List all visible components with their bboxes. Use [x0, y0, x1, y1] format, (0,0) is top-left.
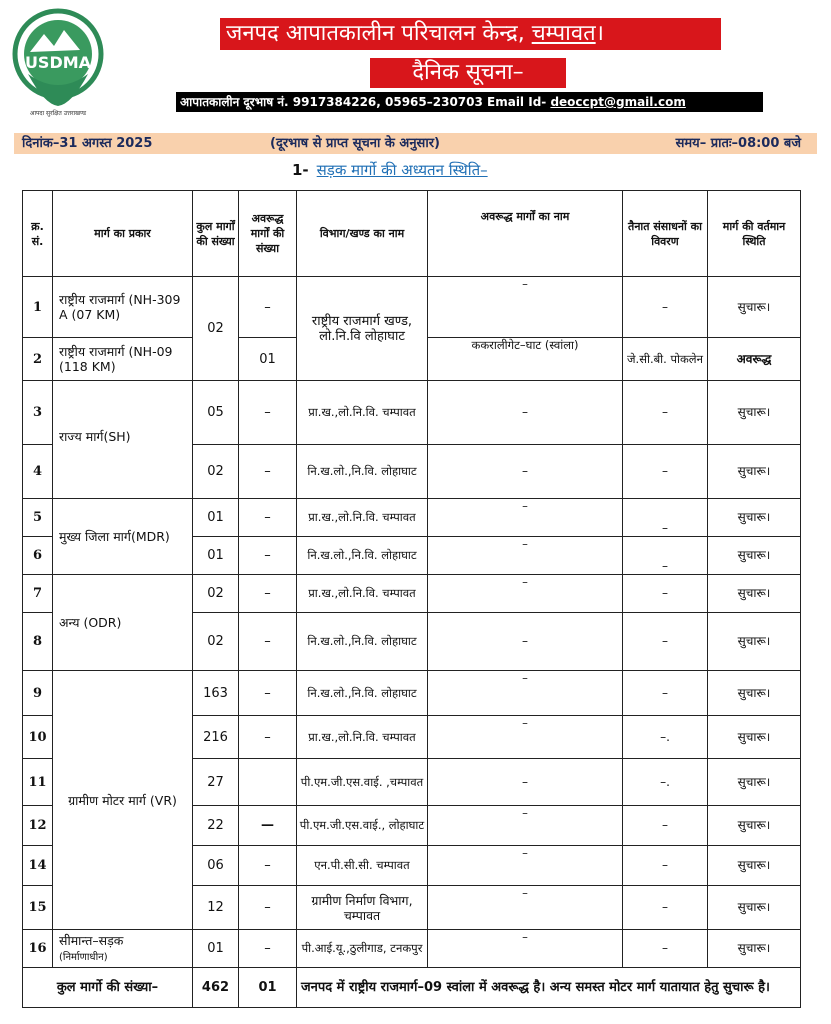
row-dept: नि.ख.लो.,नि.वि. लोहाघाट: [297, 613, 428, 671]
row-blocked: —: [239, 806, 297, 846]
row-sr: 14: [23, 846, 53, 886]
row-status: सुचारू।: [708, 613, 801, 671]
row-blocked: –: [239, 716, 297, 759]
table-row: [23, 575, 801, 613]
row-blocked: –: [239, 846, 297, 886]
row-dept: ग्रामीण निर्माण विभाग, चम्पावत: [297, 886, 428, 930]
row-resources: –: [623, 381, 708, 445]
table-row: [23, 277, 801, 338]
row-sr: 12: [23, 806, 53, 846]
row-type: मुख्य जिला मार्ग(MDR): [53, 499, 193, 575]
row-resources: जे.सी.बी. पोकलेन: [623, 338, 708, 381]
row-blocked: [239, 759, 297, 806]
office-title-text: जनपद आपातकालीन परिचालन केन्द्र,: [226, 21, 525, 46]
row-resources: –: [623, 537, 708, 575]
row-sr: 5: [23, 499, 53, 537]
header-blocked-names: अवरूद्ध मार्गों का नाम: [428, 191, 623, 277]
table-row: [23, 671, 801, 716]
row-total: 27: [193, 759, 239, 806]
row-status: सुचारू।: [708, 716, 801, 759]
header-blocked: अवरूद्ध मार्गों की संख्या: [239, 191, 297, 277]
row-resources: –: [623, 930, 708, 968]
row-resources: –: [623, 445, 708, 499]
road-status-table: [22, 190, 801, 1008]
row-total: 01: [193, 499, 239, 537]
row-status: सुचारू।: [708, 930, 801, 968]
row-resources: –: [623, 499, 708, 537]
section-heading: [292, 160, 488, 180]
row-blocked-name: –: [428, 886, 623, 930]
row-sr: 2: [23, 338, 53, 381]
row-blocked: –: [239, 277, 297, 338]
row-sr: 6: [23, 537, 53, 575]
row-dept: एन.पी.सी.सी. चम्पावत: [297, 846, 428, 886]
row-dept: नि.ख.लो.,नि.वि. लोहाघाट: [297, 537, 428, 575]
row-status: सुचारू।: [708, 575, 801, 613]
contact-bar: [176, 92, 763, 112]
row-blocked: 01: [239, 338, 297, 381]
row-status: सुचारू।: [708, 806, 801, 846]
row-sr: 15: [23, 886, 53, 930]
row-status: सुचारू।: [708, 277, 801, 338]
row-sr: 8: [23, 613, 53, 671]
row-blocked-name: –: [428, 499, 623, 537]
row-total: 12: [193, 886, 239, 930]
row-blocked-name: –: [428, 930, 623, 968]
table-header-row: [23, 191, 801, 277]
report-date: दिनांक–31 अगस्त 2025: [22, 136, 153, 151]
row-resources: –: [623, 886, 708, 930]
contact-text: आपातकालीन दूरभाष नं. 9917384226, 05965–230703 Email Id-: [180, 95, 547, 109]
row-dept: प्रा.ख.,लो.नि.वि. चम्पावत: [297, 716, 428, 759]
date-bar: [14, 133, 817, 154]
row-blocked-name: –: [428, 575, 623, 613]
office-title-end: ।: [595, 21, 604, 46]
row-resources: –: [623, 575, 708, 613]
usdma-logo: [8, 8, 108, 118]
row-blocked-name: –: [428, 759, 623, 806]
row-dept: राष्ट्रीय राजमार्ग खण्ड, लो.नि.वि लोहाघाट: [297, 277, 428, 381]
total-label: कुल मार्गो की संख्या–: [23, 968, 193, 1008]
section-title: सड़क मार्गो की अध्यतन स्थिति–: [316, 161, 488, 179]
section-number: 1-: [292, 161, 309, 179]
row-resources: –: [623, 806, 708, 846]
row-blocked: –: [239, 613, 297, 671]
row-blocked-name: –: [428, 537, 623, 575]
row-dept: प्रा.ख.,लो.नि.वि. चम्पावत: [297, 575, 428, 613]
row-status: सुचारू।: [708, 537, 801, 575]
header-status: मार्ग की वर्तमान स्थिति: [708, 191, 801, 277]
row-status: सुचारू।: [708, 671, 801, 716]
row-sr: 7: [23, 575, 53, 613]
row-sr: 3: [23, 381, 53, 445]
row-blocked: –: [239, 575, 297, 613]
row-status: सुचारू।: [708, 499, 801, 537]
header-resources: तैनात संसाधनों का विवरण: [623, 191, 708, 277]
row-sr: 11: [23, 759, 53, 806]
row-type-sublabel: (निर्माणाधीन): [59, 951, 108, 963]
row-total: 01: [193, 537, 239, 575]
row-sr: 4: [23, 445, 53, 499]
row-dept: नि.ख.लो.,नि.वि. लोहाघाट: [297, 671, 428, 716]
row-dept: पी.एम.जी.एस.वाई., लोहाघाट: [297, 806, 428, 846]
row-blocked-name: –: [428, 445, 623, 499]
office-title-place: चम्पावत: [531, 21, 596, 46]
header-total: कुल मार्गों की संख्या: [193, 191, 239, 277]
row-type: राज्य मार्ग(SH): [53, 381, 193, 499]
row-resources: –: [623, 671, 708, 716]
row-total: 02: [193, 613, 239, 671]
row-status: सुचारू।: [708, 381, 801, 445]
row-sr: 1: [23, 277, 53, 338]
row-sr: 9: [23, 671, 53, 716]
row-type: अन्य (ODR): [53, 575, 193, 671]
row-blocked: –: [239, 499, 297, 537]
row-status: सुचारू।: [708, 759, 801, 806]
header-type: मार्ग का प्रकार: [53, 191, 193, 277]
table-row: [23, 381, 801, 445]
report-source: (दूरभाष से प्राप्त सूचना के अनुसार): [270, 136, 440, 151]
row-total: 01: [193, 930, 239, 968]
daily-report-title: दैनिक सूचना–: [370, 58, 566, 88]
row-blocked: –: [239, 381, 297, 445]
total-summary: जनपद में राष्ट्रीय राजमार्ग–09 स्वांला में अवरूद्ध है। अन्य समस्त मोटर मार्ग यातायात हेतु सुचारू है।: [297, 968, 801, 1008]
office-title: [220, 18, 721, 50]
row-blocked-name: –: [428, 806, 623, 846]
row-total: 02: [193, 445, 239, 499]
logo-text: USDMA: [24, 53, 92, 72]
total-count: 462: [193, 968, 239, 1008]
row-status: अवरूद्ध: [708, 338, 801, 381]
row-blocked: –: [239, 671, 297, 716]
row-type: राष्ट्रीय राजमार्ग (NH-09 (118 KM): [53, 338, 193, 381]
row-blocked-name: –: [428, 716, 623, 759]
row-blocked-name: –: [428, 671, 623, 716]
total-blocked: 01: [239, 968, 297, 1008]
logo-tagline: आपदा सुरक्षित उत्तराखण्ड: [29, 110, 87, 117]
row-total: 02: [193, 277, 239, 381]
row-total: 163: [193, 671, 239, 716]
row-blocked: –: [239, 930, 297, 968]
row-total: 06: [193, 846, 239, 886]
row-blocked-name: –: [428, 277, 623, 338]
row-blocked: –: [239, 886, 297, 930]
row-status: सुचारू।: [708, 886, 801, 930]
row-blocked-name: –: [428, 846, 623, 886]
row-blocked: –: [239, 445, 297, 499]
row-resources: –: [623, 277, 708, 338]
row-dept: पी.आई.यू.,ठुलीगाड, टनकपुर: [297, 930, 428, 968]
row-dept: पी.एम.जी.एस.वाई. ,चम्पावत: [297, 759, 428, 806]
row-total: 02: [193, 575, 239, 613]
row-resources: –.: [623, 716, 708, 759]
row-resources: –: [623, 846, 708, 886]
table-row: [23, 930, 801, 968]
row-dept: नि.ख.लो.,नि.वि. लोहाघाट: [297, 445, 428, 499]
row-type-label: सीमान्त–सड़क: [59, 932, 124, 948]
row-status: सुचारू।: [708, 445, 801, 499]
table-row: [23, 499, 801, 537]
row-total: 22: [193, 806, 239, 846]
row-total: 216: [193, 716, 239, 759]
row-resources: –: [623, 613, 708, 671]
contact-email-link[interactable]: deoccpt@gmail.com: [550, 95, 686, 109]
row-sr: 10: [23, 716, 53, 759]
header-sr: क्र. सं.: [23, 191, 53, 277]
row-type: [53, 930, 193, 968]
row-dept: प्रा.ख.,लो.नि.वि. चम्पावत: [297, 381, 428, 445]
row-sr: 16: [23, 930, 53, 968]
row-blocked-name: –: [428, 613, 623, 671]
row-type: ग्रामीण मोटर मार्ग (VR): [53, 671, 193, 930]
report-time: समय– प्रातः–08:00 बजे: [675, 136, 801, 151]
row-total: 05: [193, 381, 239, 445]
row-blocked-name: –: [428, 381, 623, 445]
header-dept: विभाग/खण्ड का नाम: [297, 191, 428, 277]
row-type: राष्ट्रीय राजमार्ग (NH-309 A (07 KM): [53, 277, 193, 338]
row-resources: –.: [623, 759, 708, 806]
row-dept: प्रा.ख.,लो.नि.वि. चम्पावत: [297, 499, 428, 537]
row-blocked: –: [239, 537, 297, 575]
total-row: [23, 968, 801, 1008]
row-status: सुचारू।: [708, 846, 801, 886]
row-blocked-name: ककरालीगेट–घाट (स्वांला): [428, 338, 623, 381]
